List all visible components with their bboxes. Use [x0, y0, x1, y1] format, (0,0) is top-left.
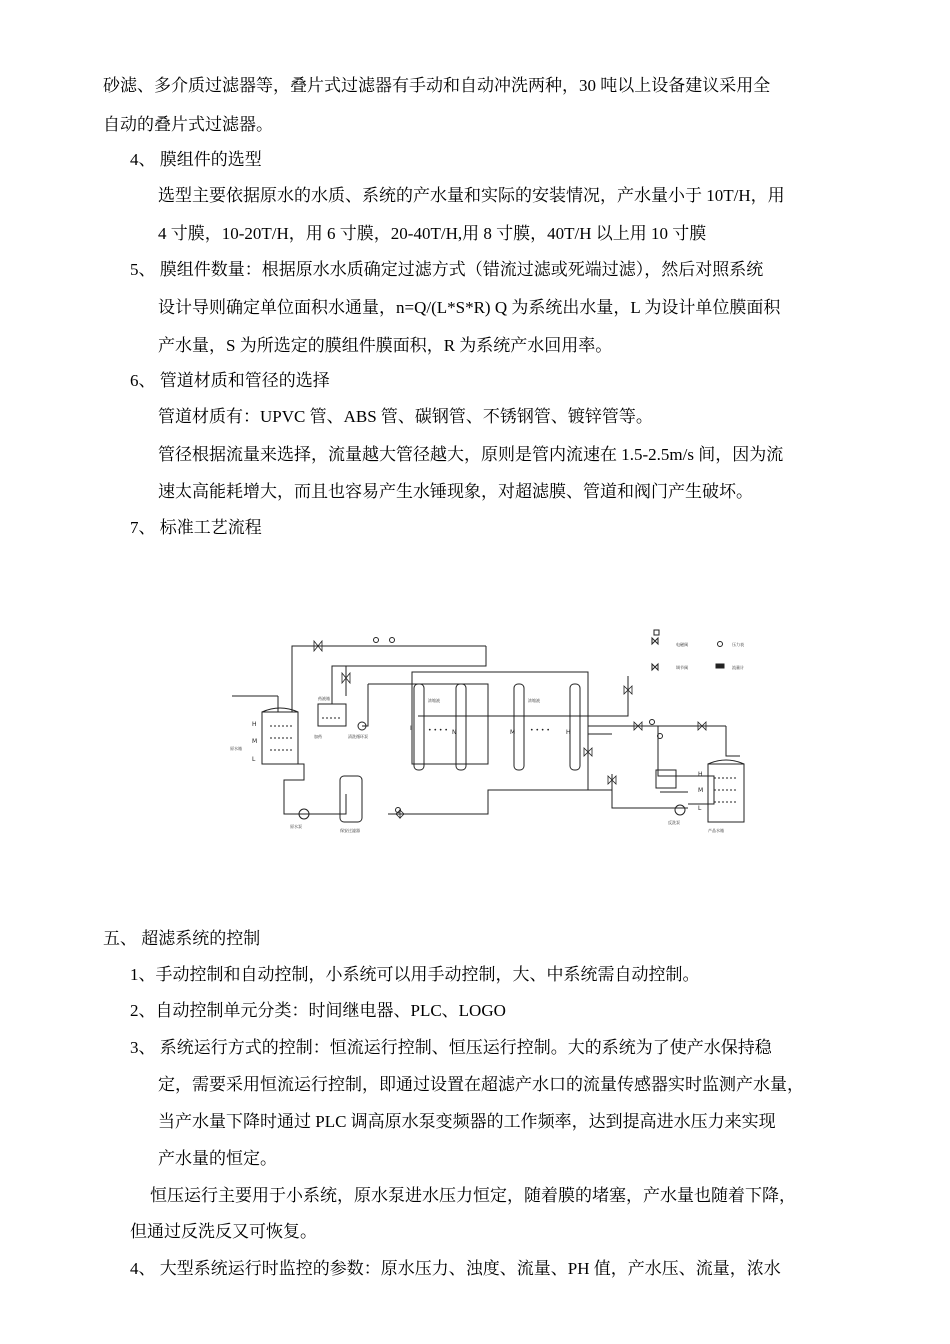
level-label: M	[252, 738, 258, 745]
svg-text:• • • •: • • • •	[428, 727, 448, 734]
section-heading: 6、 管道材质和管径的选择	[130, 371, 330, 390]
equipment-label: 清洗循环泵	[348, 734, 368, 739]
process-flow-diagram	[228, 626, 770, 840]
paragraph-line: 选型主要依据原水的水质、系统的产水量和实际的安装情况，产水量小于 10T/H，用	[158, 186, 785, 205]
paragraph-line: 砂滤、多介质过滤器等，叠片式过滤器有手动和自动冲洗两种，30 吨以上设备建议采用全	[103, 76, 771, 95]
tank-label: 原水箱	[230, 746, 242, 751]
equipment-label: 加药	[314, 734, 322, 739]
paragraph-line: 1、手动控制和自动控制，小系统可以用手动控制，大、中系统需自动控制。	[130, 965, 700, 984]
raw-water-tank	[230, 696, 298, 764]
equipment-label: 反洗泵	[668, 820, 680, 825]
module-label: 浓缩液	[528, 698, 540, 703]
paragraph-line: 管道材质有：UPVC 管、ABS 管、碳钢管、不锈钢管、镀锌管等。	[158, 407, 653, 426]
paragraph-line: 但通过反洗反又可恢复。	[130, 1222, 317, 1241]
legend-label: 流量计	[732, 665, 744, 670]
paragraph-line: 速太高能耗增大，而且也容易产生水锤现象，对超滤膜、管道和阀门产生破坏。	[158, 482, 753, 501]
paragraph-line: 3、 系统运行方式的控制：恒流运行控制、恒压运行控制。大的系统为了使产水保持稳	[130, 1038, 772, 1057]
section-heading: 4、 膜组件的选型	[130, 150, 262, 169]
svg-text:• • • •: • • • •	[530, 727, 550, 734]
security-filter	[340, 776, 362, 833]
level-label: H	[252, 721, 257, 728]
equipment-label: 药液箱	[318, 696, 330, 701]
module-label: 浓缩液	[428, 698, 440, 703]
section-heading: 五、 超滤系统的控制	[103, 929, 261, 948]
paragraph-line: 管径根据流量来选择，流量越大管径越大，原则是管内流速在 1.5-2.5m/s 间，因为流	[158, 445, 784, 464]
paragraph-line: 当产水量下降时通过 PLC 调高原水泵变频器的工作频率，达到提高进水压力来实现	[158, 1112, 776, 1131]
section-heading: 5、 膜组件数量：根据原水水质确定过滤方式（错流过滤或死端过滤），然后对照系统	[130, 260, 764, 279]
paragraph-line: 4 寸膜，10-20T/H，用 6 寸膜，20-40T/H,用 8 寸膜，40T/H 以上用 10 寸膜	[158, 224, 707, 243]
level-label: L	[252, 756, 256, 763]
paragraph-line: 产水量，S 为所选定的膜组件膜面积，R 为系统产水回用率。	[158, 336, 613, 355]
paragraph-line: 4、 大型系统运行时监控的参数：原水压力、浊度、流量、PH 值，产水压、流量，浓水	[130, 1259, 781, 1278]
dosing-tank	[314, 695, 368, 739]
product-water-tank	[698, 760, 744, 833]
paragraph-line: 设计导则确定单位面积水通量，n=Q/(L*S*R) Q 为系统出水量，L 为设计单位膜面积	[158, 298, 781, 317]
module-label: M	[510, 729, 516, 736]
level-label: H	[698, 771, 703, 778]
paragraph-line: 2、自动控制单元分类：时间继电器、PLC、LOGO	[130, 1001, 506, 1020]
module-label: N	[452, 729, 457, 736]
legend-label: 压力表	[732, 642, 744, 647]
raw-water-pump	[290, 809, 309, 829]
level-label: L	[698, 805, 702, 812]
legend-label: 调节阀	[676, 665, 688, 670]
level-label: M	[698, 787, 704, 794]
paragraph-line: 产水量的恒定。	[158, 1149, 277, 1168]
uf-module-group	[410, 684, 580, 770]
equipment-label: 保安过滤器	[340, 828, 360, 833]
paragraph-line: 定，需要采用恒流运行控制，即通过设置在超滤产水口的流量传感器实时监测产水量，	[158, 1075, 804, 1094]
equipment-label: 原水泵	[290, 824, 302, 829]
diagram-legend	[652, 630, 744, 670]
module-label: H	[566, 729, 571, 736]
section-heading: 7、 标准工艺流程	[130, 518, 262, 537]
paragraph-line: 恒压运行主要用于小系统，原水泵进水压力恒定，随着膜的堵塞，产水量也随着下降，	[150, 1186, 796, 1205]
legend-label: 电磁阀	[676, 642, 688, 647]
paragraph-line: 自动的叠片式过滤器。	[103, 115, 273, 134]
tank-label: 产品水箱	[708, 828, 724, 833]
module-label: I	[410, 725, 412, 732]
